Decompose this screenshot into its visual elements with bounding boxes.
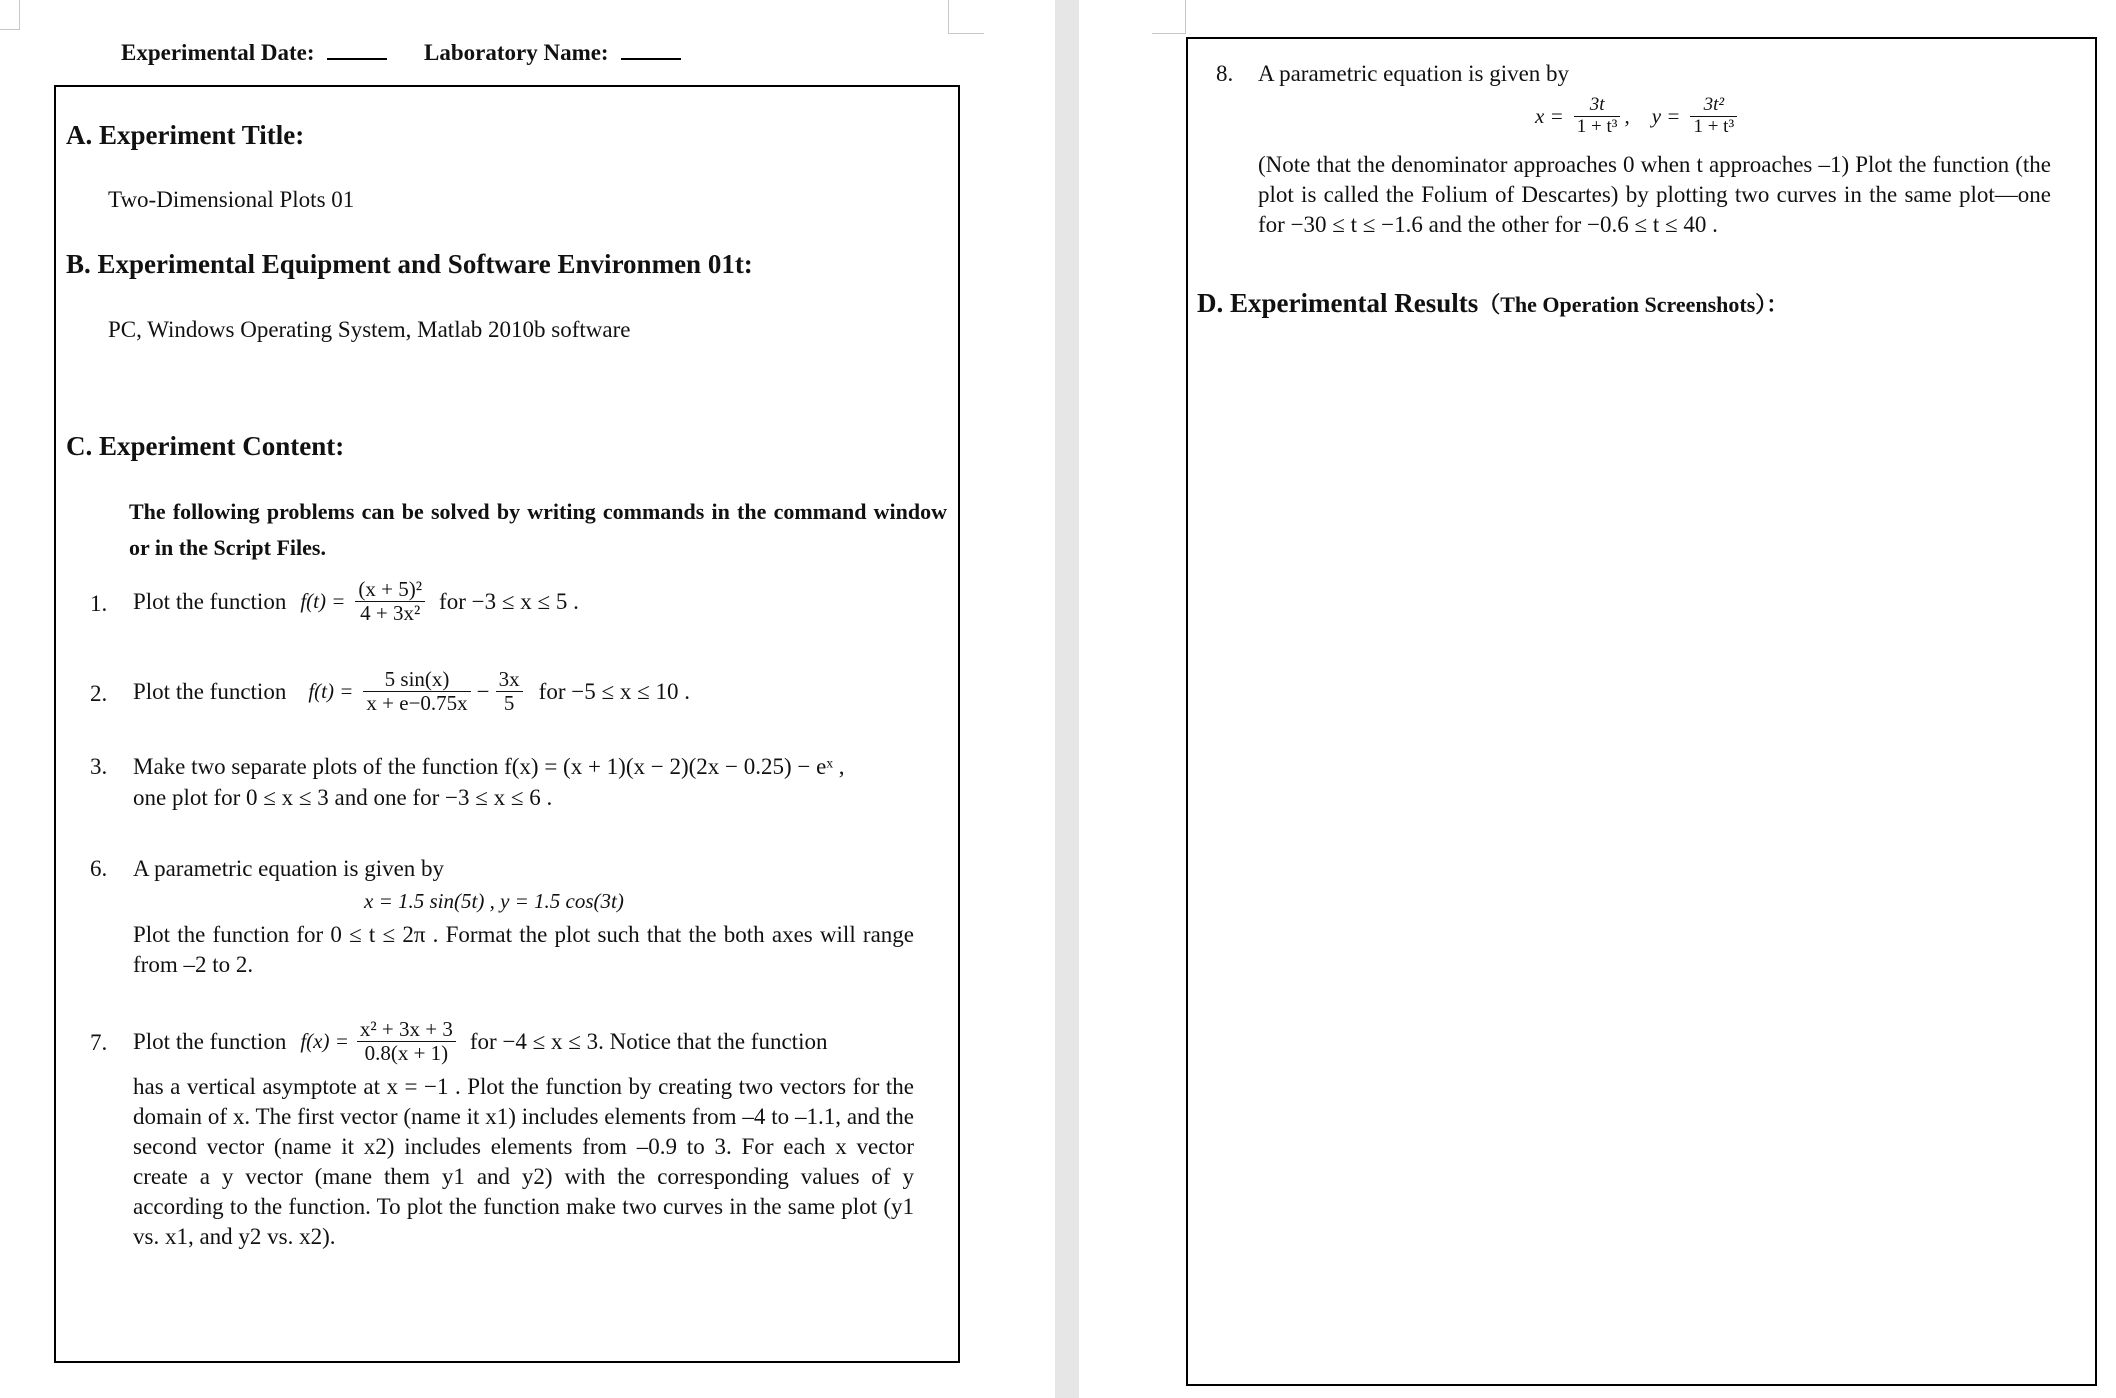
problem-2-minus: −: [476, 678, 490, 704]
problem-8-number: 8.: [1216, 61, 1234, 86]
problem-7-lead: Plot the function: [133, 1028, 287, 1054]
problem-2-numerator: 5 sin(x): [363, 668, 470, 692]
equipment-text: PC, Windows Operating System, Matlab 2010b software: [108, 317, 631, 342]
document-page-right: [1079, 0, 2116, 1398]
problem-1-fraction: [355, 578, 425, 625]
problem-2-text: [133, 668, 690, 715]
problem-2-range: for −5 ≤ x ≤ 10 .: [538, 678, 690, 704]
problem-1-range: for −3 ≤ x ≤ 5 .: [439, 588, 579, 614]
problem-1-text: [133, 578, 579, 625]
problem-3-number: 3.: [90, 754, 108, 779]
page-corner-mark: [0, 0, 20, 30]
problem-7-fx: f(x) =: [300, 1029, 349, 1054]
problem-6-equation: x = 1.5 sin(5t) , y = 1.5 cos(3t): [364, 889, 624, 913]
problem-8-y-lhs: y =: [1651, 103, 1681, 128]
problem-6-number: 6.: [90, 856, 108, 881]
experiment-title-text: Two-Dimensional Plots 01: [108, 187, 355, 212]
section-c-title: C. Experiment Content:: [66, 431, 345, 461]
problem-8-x-lhs: x =: [1535, 103, 1564, 128]
problem-3-line-1: Make two separate plots of the function f(x) = (x + 1)(x − 2)(2x − 0.25) − eˣ ,: [133, 754, 845, 779]
problem-8-line-1: A parametric equation is given by: [1258, 61, 1570, 86]
problem-8-x-numerator: 3t: [1574, 95, 1621, 117]
problem-7-fraction: [357, 1018, 456, 1065]
problem-2-denominator: x + e−0.75x: [366, 691, 468, 716]
problem-8-separator: ,: [1624, 103, 1630, 128]
document-page-left: [0, 0, 1055, 1398]
page-gutter: [1055, 0, 1079, 1398]
problem-8-equation: [1535, 95, 1737, 138]
problem-7-body: has a vertical asymptote at x = −1 . Plot the function by creating two vectors for the domain of x. The first vector (name it x1) includes elements from –4 to –1.1, and the second vector (name it x2) includes elements from –0.9 to 3. For each x vector create a y vector (mane them y1 and y2) with the corresponding values of y according to the function. To plot the function make two curves in the same plot (y1 vs. x1, and y2 vs. x2).: [133, 1074, 914, 1249]
date-blank-line[interactable]: [327, 42, 387, 60]
problem-8-body: (Note that the denominator approaches 0 when t approaches –1) Plot the function (the plot is called the Folium of Descartes) by plotting two curves in the same plot—one for −30 ≤ t ≤ −1.6 and the other for −0.6 ≤ t ≤ 40 .: [1258, 152, 2051, 237]
problem-2-fraction: [363, 668, 470, 715]
experimental-date-field: [121, 40, 387, 66]
problem-7-range: for −4 ≤ x ≤ 3. Notice that the function: [469, 1028, 828, 1054]
problem-8-y-numerator: 3t²: [1690, 95, 1737, 117]
problem-6-line-1: A parametric equation is given by: [133, 856, 445, 881]
problem-2-number: 2.: [90, 681, 108, 706]
section-d-heading: D. Experimental Results: [1197, 288, 1479, 318]
problem-7-number: 7.: [90, 1030, 108, 1055]
problem-1-fx: f(t) =: [300, 589, 346, 614]
experimental-date-label: Experimental Date:: [121, 40, 315, 65]
section-d-subheading: （The Operation Screenshots）：: [1478, 292, 1789, 317]
problem-2-fraction-2: [496, 668, 523, 715]
problem-8-y-denominator: 1 + t³: [1693, 115, 1735, 137]
laboratory-name-field: [424, 40, 681, 66]
section-d-title: [1197, 288, 1788, 319]
problem-1-denominator: 4 + 3x²: [360, 601, 421, 626]
problem-1-numerator: (x + 5)²: [355, 578, 425, 602]
problem-7-text: [133, 1018, 827, 1065]
section-b-title: B. Experimental Equipment and Software Environmen 01t:: [66, 249, 753, 279]
section-a-title: A. Experiment Title:: [66, 120, 305, 150]
problem-2-fx: f(t) =: [308, 679, 354, 704]
problem-1-lead: Plot the function: [133, 588, 287, 614]
problem-2-denominator-2: 5: [503, 691, 515, 716]
problem-3-line-2: one plot for 0 ≤ x ≤ 3 and one for −3 ≤ x ≤ 6 .: [133, 785, 553, 810]
page-corner-mark: [1152, 0, 1186, 34]
problem-8-y-fraction: [1690, 95, 1737, 138]
problem-6-body: Plot the function for 0 ≤ t ≤ 2π . Format the plot such that the both axes will range from –2 to 2.: [133, 922, 914, 977]
problem-1-number: 1.: [90, 591, 108, 616]
page-corner-mark: [948, 0, 984, 34]
problem-2-lead: Plot the function: [133, 678, 287, 704]
content-intro: The following problems can be solved by writing commands in the command window or in the Script Files.: [129, 499, 947, 560]
problem-2-numerator-2: 3x: [496, 668, 523, 692]
problem-8-x-fraction: [1574, 95, 1621, 138]
problem-8-x-denominator: 1 + t³: [1576, 115, 1618, 137]
problem-7-numerator: x² + 3x + 3: [357, 1018, 456, 1042]
laboratory-name-label: Laboratory Name:: [424, 40, 609, 65]
lab-blank-line[interactable]: [621, 42, 681, 60]
problem-7-denominator: 0.8(x + 1): [364, 1041, 449, 1066]
